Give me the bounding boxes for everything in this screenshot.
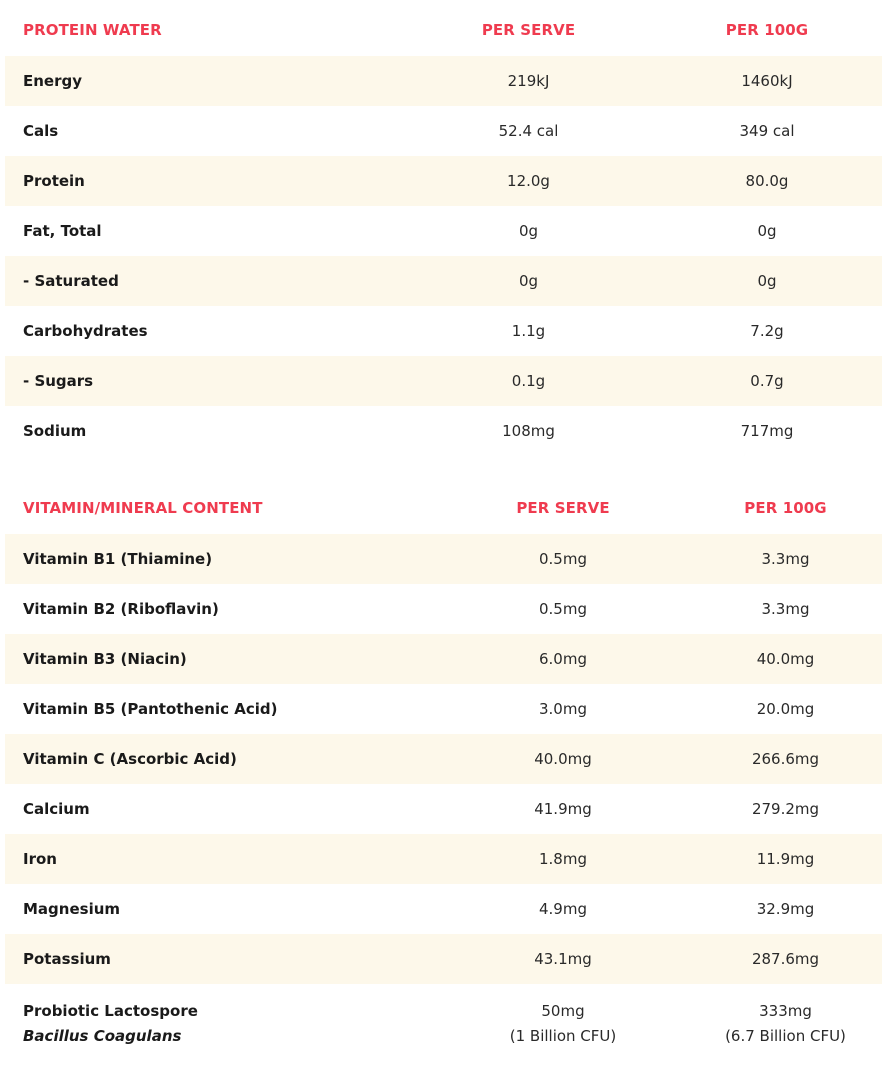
- table-row-fat-total: [5, 206, 882, 256]
- nutrient-name: Vitamin C (Ascorbic Acid): [5, 734, 437, 784]
- nutrient-name: Protein: [5, 156, 405, 206]
- header-vitamin-mineral-content: VITAMIN/MINERAL CONTENT: [5, 482, 437, 534]
- nutrient-name: Cals: [5, 106, 405, 156]
- probiotic-per-100g-cell: [689, 984, 882, 1062]
- table-row-vitamin-b2: [5, 584, 882, 634]
- table-row-sodium: [5, 406, 882, 456]
- per-serve-value: 0g: [405, 206, 652, 256]
- header-per-serve: PER SERVE: [437, 482, 689, 534]
- table-row-sugars: [5, 356, 882, 406]
- probiotic-name-cell: [5, 984, 437, 1062]
- nutrient-name: Fat, Total: [5, 206, 405, 256]
- per-serve-sub-value: (1 Billion CFU): [509, 1026, 617, 1045]
- per-100g-value: 40.0mg: [689, 634, 882, 684]
- probiotic-sub-name: Bacillus Coagulans: [23, 1026, 182, 1045]
- per-100g-value: 333mg: [759, 1001, 812, 1020]
- nutrient-name: Vitamin B2 (Riboflavin): [5, 584, 437, 634]
- per-serve-value: 43.1mg: [437, 934, 689, 984]
- per-serve-value: 3.0mg: [437, 684, 689, 734]
- table-row-vitamin-c: [5, 734, 882, 784]
- table-row-probiotic: [5, 984, 882, 1062]
- per-serve-value: 219kJ: [405, 56, 652, 106]
- per-serve-value: 40.0mg: [437, 734, 689, 784]
- per-serve-value: 41.9mg: [437, 784, 689, 834]
- header-per-serve: PER SERVE: [405, 4, 652, 56]
- nutrient-name: Potassium: [5, 934, 437, 984]
- vitamin-mineral-table: [5, 482, 882, 1062]
- per-100g-value: 349 cal: [652, 106, 882, 156]
- nutrient-name: Energy: [5, 56, 405, 106]
- nutrient-name: Vitamin B1 (Thiamine): [5, 534, 437, 584]
- table-header-row: [5, 4, 882, 56]
- probiotic-per-serve-cell: [437, 984, 689, 1062]
- protein-water-table: [5, 4, 882, 456]
- per-100g-value: 287.6mg: [689, 934, 882, 984]
- per-serve-value: 0g: [405, 256, 652, 306]
- table-row-energy: [5, 56, 882, 106]
- per-serve-value: 50mg: [541, 1001, 585, 1020]
- table-row-vitamin-b3: [5, 634, 882, 684]
- nutrient-name: - Sugars: [5, 356, 405, 406]
- per-100g-value: 3.3mg: [689, 584, 882, 634]
- per-100g-value: 7.2g: [652, 306, 882, 356]
- nutrient-name: Sodium: [5, 406, 405, 456]
- header-per-100g: PER 100G: [689, 482, 882, 534]
- per-serve-value: 1.1g: [405, 306, 652, 356]
- per-100g-value: 1460kJ: [652, 56, 882, 106]
- table-row-iron: [5, 834, 882, 884]
- per-serve-value: 108mg: [405, 406, 652, 456]
- per-100g-value: 0.7g: [652, 356, 882, 406]
- nutrient-name: Iron: [5, 834, 437, 884]
- per-100g-value: 717mg: [652, 406, 882, 456]
- per-100g-value: 80.0g: [652, 156, 882, 206]
- per-serve-value: 0.1g: [405, 356, 652, 406]
- table-row-carbohydrates: [5, 306, 882, 356]
- per-serve-value: 0.5mg: [437, 584, 689, 634]
- per-100g-value: 279.2mg: [689, 784, 882, 834]
- per-serve-value: 12.0g: [405, 156, 652, 206]
- table-row-potassium: [5, 934, 882, 984]
- probiotic-name: Probiotic Lactospore: [23, 1001, 198, 1020]
- per-serve-value: 6.0mg: [437, 634, 689, 684]
- table-row-magnesium: [5, 884, 882, 934]
- nutrient-name: - Saturated: [5, 256, 405, 306]
- per-100g-value: 266.6mg: [689, 734, 882, 784]
- table-row-saturated: [5, 256, 882, 306]
- per-100g-value: 32.9mg: [689, 884, 882, 934]
- per-100g-value: 0g: [652, 256, 882, 306]
- nutrient-name: Vitamin B5 (Pantothenic Acid): [5, 684, 437, 734]
- per-100g-value: 11.9mg: [689, 834, 882, 884]
- per-100g-value: 20.0mg: [689, 684, 882, 734]
- nutrient-name: Carbohydrates: [5, 306, 405, 356]
- table-header-row: [5, 482, 882, 534]
- per-100g-sub-value: (6.7 Billion CFU): [725, 1026, 846, 1045]
- table-row-protein: [5, 156, 882, 206]
- per-serve-value: 4.9mg: [437, 884, 689, 934]
- nutrient-name: Calcium: [5, 784, 437, 834]
- per-100g-value: 3.3mg: [689, 534, 882, 584]
- table-row-calcium: [5, 784, 882, 834]
- per-serve-value: 52.4 cal: [405, 106, 652, 156]
- nutrient-name: Magnesium: [5, 884, 437, 934]
- table-row-vitamin-b1: [5, 534, 882, 584]
- per-100g-value: 0g: [652, 206, 882, 256]
- per-serve-value: 1.8mg: [437, 834, 689, 884]
- table-row-cals: [5, 106, 882, 156]
- per-serve-value: 0.5mg: [437, 534, 689, 584]
- nutrient-name: Vitamin B3 (Niacin): [5, 634, 437, 684]
- table-row-vitamin-b5: [5, 684, 882, 734]
- header-protein-water: PROTEIN WATER: [5, 4, 405, 56]
- header-per-100g: PER 100G: [652, 4, 882, 56]
